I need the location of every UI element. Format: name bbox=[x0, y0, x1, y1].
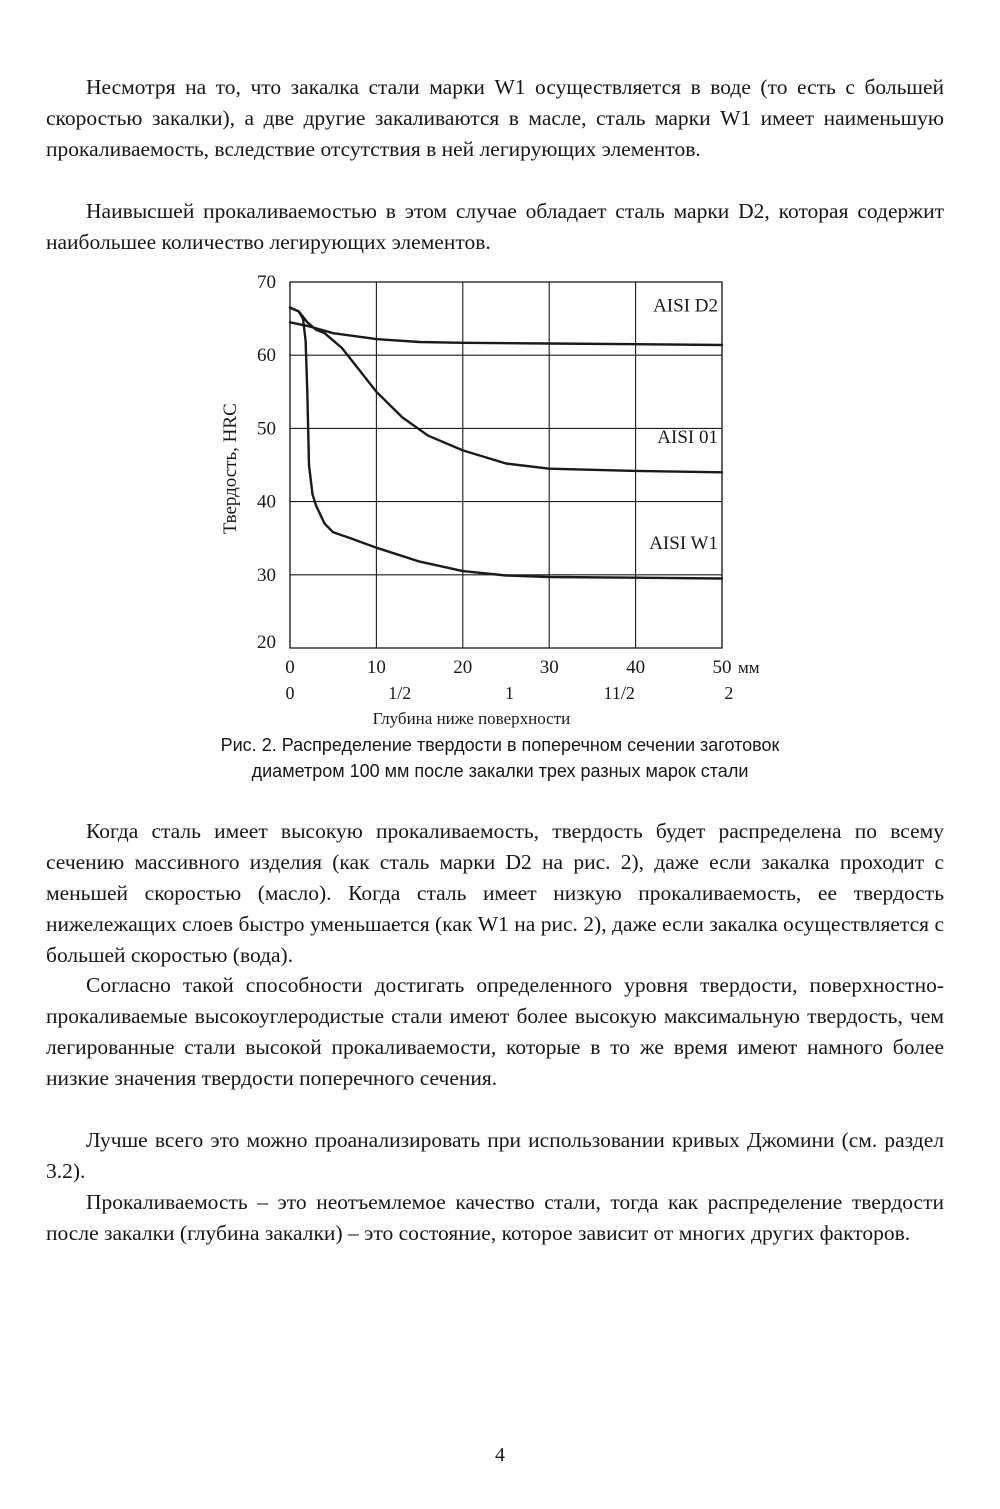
paragraph-jominy: Лучше всего это можно проанализировать при использовании кривых Джомини (см. раздел 3.2). bbox=[46, 1128, 944, 1183]
x-unit-label: мм bbox=[738, 658, 760, 677]
x-tick-label: 50 bbox=[712, 657, 732, 678]
series-label-aisi-w1: AISI W1 bbox=[649, 533, 718, 555]
x-secondary-tick-label: 1 bbox=[504, 683, 514, 703]
paragraph-conclusion: Прокаливаемость – это неотъемлемое качество стали, тогда как распределение твердости после закалки (глубина закалки) – это состояние, которое зависит от многих других факторов. bbox=[46, 1190, 944, 1245]
series-label-aisi-d2: AISI D2 bbox=[653, 295, 718, 317]
figure-caption-line-2: диаметром 100 мм после закалки трех разных марок стали bbox=[251, 761, 749, 781]
y-tick-label: 40 bbox=[257, 491, 276, 513]
y-tick-label: 60 bbox=[257, 345, 276, 367]
x-axis-title: Глубина ниже поверхности bbox=[372, 709, 571, 728]
paragraph-d2: Наивысшей прокаливаемостью в этом случае обладает сталь марки D2, которая содержит наибольшее количество легирующих элементов. bbox=[46, 199, 944, 254]
x-tick-label: 40 bbox=[626, 657, 646, 678]
paragraph-hardenability: Когда сталь имеет высокую прокаливаемость, твердость будет распределена по всему сечению массивного изделия (как сталь марки D2 на рис. 2), даже если закалка проходит с меньшей скоростью (масло). Когда сталь имеет низкую прокаливаемость, ее твердость нижележащих слоев быстро уменьшается (как W1 на рис. 2), даже если закалка осуществляется с большей скоростью (вода). bbox=[46, 819, 944, 967]
x-secondary-tick-label: 1/2 bbox=[388, 683, 412, 703]
y-tick-label: 50 bbox=[257, 418, 276, 440]
paragraph-surface-hardening: Согласно такой способности достигать определенного уровня твердости, поверхностно-прокаливаемые высокоуглеродистые стали имеют более высокую максимальную твердость, чем легированные стали высокой прокаливаемости, которые в то же время имеют намного более низкие значения твердости поперечного сечения. bbox=[46, 973, 944, 1090]
chart-canvas bbox=[200, 262, 800, 732]
y-tick-label: 20 bbox=[257, 632, 276, 653]
x-tick-label: 0 bbox=[285, 657, 295, 678]
y-axis-title: Твердость, HRC bbox=[220, 403, 241, 535]
series-label-aisi-01: AISI 01 bbox=[657, 427, 718, 449]
series-line-aisi-d2 bbox=[290, 322, 722, 345]
y-tick-label: 70 bbox=[257, 272, 276, 293]
page-number: 4 bbox=[495, 1444, 505, 1466]
x-tick-label: 20 bbox=[453, 657, 473, 678]
figure-caption-line-1: Рис. 2. Распределение твердости в поперечном сечении заготовок bbox=[220, 735, 780, 755]
hardness-chart bbox=[200, 262, 800, 732]
y-tick-label: 30 bbox=[257, 564, 276, 586]
x-secondary-tick-label: 0 bbox=[285, 683, 295, 703]
x-tick-label: 10 bbox=[366, 657, 386, 678]
x-tick-label: 30 bbox=[539, 657, 559, 678]
paragraph-intro: Несмотря на то, что закалка стали марки W1 осуществляется в воде (то есть с большей скоростью закалки), а две другие закаливаются в масле, сталь марки W1 имеет наименьшую прокаливаемость, вследствие отсутствия в ней легирующих элементов. bbox=[46, 75, 944, 161]
x-secondary-tick-label: 2 bbox=[724, 683, 734, 703]
x-secondary-tick-label: 11/2 bbox=[603, 683, 635, 703]
